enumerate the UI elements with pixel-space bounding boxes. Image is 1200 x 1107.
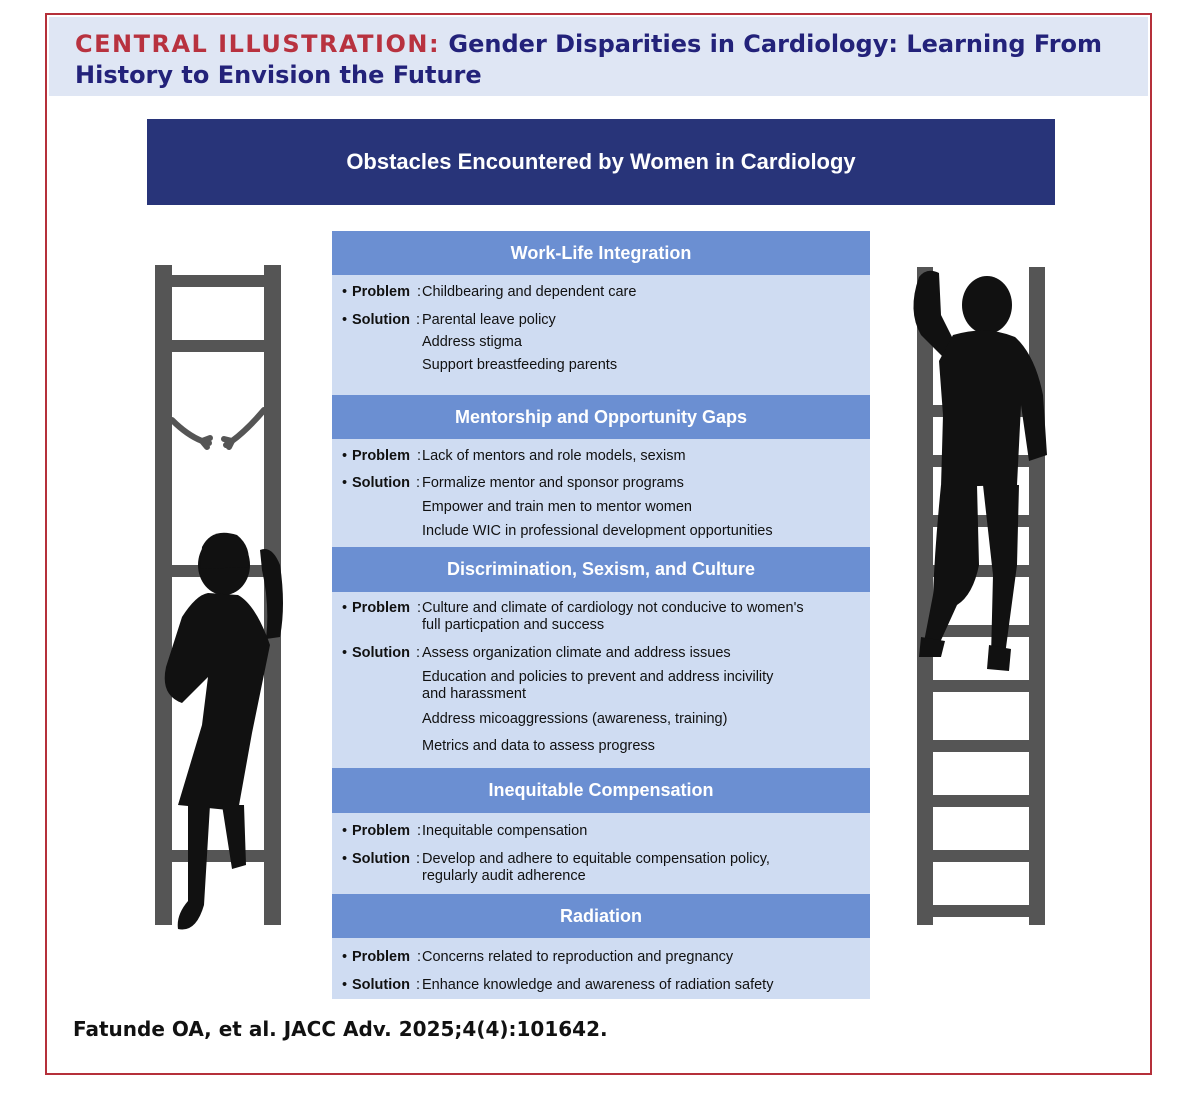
problem-text: Childbearing and dependent care xyxy=(422,284,637,300)
label-colon: : xyxy=(416,851,421,867)
solution-text: Empower and train men to mentor women xyxy=(422,499,692,515)
man-silhouette-icon xyxy=(913,271,1047,671)
bullet-icon: • xyxy=(342,823,348,839)
problem-label: Problem xyxy=(352,600,411,616)
obstacles-panel xyxy=(332,231,870,999)
problem-label: Problem xyxy=(352,284,411,300)
problem-text: Concerns related to reproduction and pregnancy xyxy=(422,949,734,965)
solution-text: Metrics and data to assess progress xyxy=(422,738,655,754)
solution-text: Formalize mentor and sponsor programs xyxy=(422,475,684,491)
bullet-icon: • xyxy=(342,977,348,993)
solution-text: Address stigma xyxy=(422,334,522,350)
solution-text: Enhance knowledge and awareness of radiation safety xyxy=(422,977,774,993)
bullet-icon: • xyxy=(342,600,348,616)
section-header xyxy=(332,768,870,813)
problem-label: Problem xyxy=(352,949,411,965)
bullet-icon: • xyxy=(342,312,348,328)
section-title: Radiation xyxy=(559,905,642,926)
solution-text: Develop and adhere to equitable compensation policy, xyxy=(422,851,770,867)
section-title: Mentorship and Opportunity Gaps xyxy=(455,406,747,427)
obstacles-banner-title: Obstacles Encountered by Women in Cardiology xyxy=(346,149,856,174)
problem-label: Problem xyxy=(352,448,411,464)
solution-text: Assess organization climate and address issues xyxy=(422,645,731,661)
bullet-icon: • xyxy=(342,949,348,965)
problem-text: Lack of mentors and role models, sexism xyxy=(422,448,686,464)
solution-text: Parental leave policy xyxy=(422,312,556,328)
label-colon: : xyxy=(416,645,421,661)
problem-text: full particpation and success xyxy=(422,617,605,633)
label-colon: : xyxy=(416,312,421,328)
label-colon: : xyxy=(416,475,421,491)
figure-title-text: Gender Disparities in Cardiology: Learning From History to Envision the Future xyxy=(75,30,1103,89)
problem-label: Problem xyxy=(352,823,411,839)
section-title: Inequitable Compensation xyxy=(488,780,714,800)
label-colon: : xyxy=(416,977,421,993)
solution-label: Solution xyxy=(352,645,410,661)
section-header xyxy=(332,395,870,439)
solution-text: and harassment xyxy=(422,686,526,702)
solution-label: Solution xyxy=(352,851,410,867)
label-colon: : xyxy=(417,284,422,300)
right-ladder-figure xyxy=(897,265,1057,930)
obstacles-banner xyxy=(147,119,1055,205)
figure-title xyxy=(75,29,1135,91)
solution-text: Education and policies to prevent and address incivility xyxy=(422,669,774,685)
solution-text: Address micoaggressions (awareness, training) xyxy=(422,711,728,727)
solution-label: Solution xyxy=(352,475,410,491)
solution-label: Solution xyxy=(352,977,410,993)
figure-title-lead: CENTRAL ILLUSTRATION: xyxy=(75,30,441,58)
central-illustration-frame xyxy=(45,13,1152,1075)
header-band xyxy=(49,17,1148,96)
label-colon: : xyxy=(417,600,422,616)
bullet-icon: • xyxy=(342,851,348,867)
problem-text: Inequitable compensation xyxy=(422,823,588,839)
left-ladder-figure xyxy=(152,265,302,930)
section-title: Work-Life Integration xyxy=(510,242,692,263)
label-colon: : xyxy=(417,448,422,464)
solution-text: Support breastfeeding parents xyxy=(422,357,618,373)
label-colon: : xyxy=(417,823,422,839)
solution-text: regularly audit adherence xyxy=(422,868,586,884)
section-header xyxy=(332,547,870,592)
bullet-icon: • xyxy=(342,448,348,464)
citation: Fatunde OA, et al. JACC Adv. 2025;4(4):101642. xyxy=(73,1017,608,1041)
section-header xyxy=(332,894,870,938)
reaching-hands-icon xyxy=(172,410,264,447)
section-title: Discrimination, Sexism, and Culture xyxy=(446,559,756,579)
bullet-icon: • xyxy=(342,645,348,661)
solution-label: Solution xyxy=(352,312,410,328)
bullet-icon: • xyxy=(342,284,348,300)
solution-text: Include WIC in professional development opportunities xyxy=(422,523,773,539)
section-header xyxy=(332,231,870,275)
problem-text: Culture and climate of cardiology not conducive to women's xyxy=(422,600,804,616)
bullet-icon: • xyxy=(342,475,348,491)
label-colon: : xyxy=(417,949,422,965)
